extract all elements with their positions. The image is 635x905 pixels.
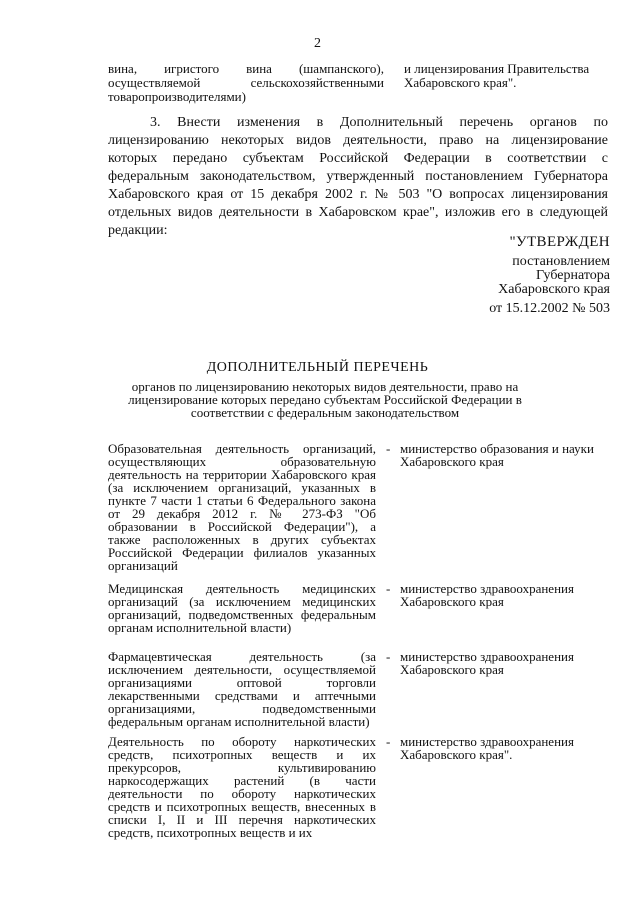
approval-date: от 15.12.2002 № 503: [489, 301, 610, 316]
item-activity: Медицинская деятельность медицинских организаций (за исключением медицинских организаций, подведомственных федеральным органам исполнительной власти): [108, 581, 376, 635]
item-authority: министерство здравоохранения Хабаровского края".: [400, 734, 574, 762]
previous-item-authority-fragment: и лицензирования Правительства Хабаровского края".: [404, 61, 590, 90]
approval-line-1: постановлением: [512, 254, 610, 269]
item-dash: -: [386, 441, 391, 456]
list-subtitle: органов по лицензированию некоторых видов деятельности, право на лицензирование которых передано субъектам Российской Федерации в соответствии с федеральным законодательством: [128, 379, 522, 420]
item-activity: Фармацевтическая деятельность (за исключением деятельности, осуществляемой организациями оптовой торговли лекарственными средствами и аптечными организациями, подведомственными федеральным органам исполнительной власти): [108, 649, 376, 729]
item-activity: Образовательная деятельность организаций, осуществляющих образовательную деятельность на территории Хабаровского края (за исключением организаций, указанных в пункте 7 части 1 статьи 6 Федерального закона от 29 декабря 2012 г. № 273-ФЗ "Об образовании в Российской Федерации"), а также расположенных в других субъектах Российской Федерации филиалов указанных организаций: [108, 441, 376, 573]
item-authority: министерство здравоохранения Хабаровского края: [400, 649, 574, 677]
approval-block: [440, 235, 610, 316]
item-dash: -: [386, 649, 391, 664]
item-activity: Деятельность по обороту наркотических средств, психотропных веществ и их прекурсоров, культивированию наркосодержащих растений (в части деятельности по обороту наркотических средств и психотропных веществ, внесенных в списки I, II и III перечня наркотических средств, психотропных веществ и их: [108, 734, 376, 840]
item-authority: министерство образования и науки Хабаровского края: [400, 441, 594, 469]
paragraph-3: 3. Внести изменения в Дополнительный перечень органов по лицензированию некоторых видов деятельности, право на лицензирование которых передано субъектам Российской Федерации в соответствии с федеральным законодательством, утвержденный постановлением Губернатора Хабаровского края от 15 декабря 2002 г. № 503 "О вопросах лицензирования отдельных видов деятельности в Хабаровском крае", изложив его в следующей редакции:: [108, 115, 608, 238]
item-dash: -: [386, 734, 391, 749]
previous-item-activity-fragment: вина, игристого вина (шампанского), осуществляемой сельскохозяйственными товаропроизводителями): [108, 61, 384, 104]
approval-line-2: Губернатора: [535, 268, 610, 283]
item-authority: министерство здравоохранения Хабаровского края: [400, 581, 574, 609]
approval-line-3: Хабаровского края: [498, 282, 610, 297]
approval-heading: "УТВЕРЖДЕН: [509, 234, 610, 250]
list-title: ДОПОЛНИТЕЛЬНЫЙ ПЕРЕЧЕНЬ: [206, 360, 429, 375]
page-number: 2: [314, 36, 321, 51]
item-dash: -: [386, 581, 391, 596]
